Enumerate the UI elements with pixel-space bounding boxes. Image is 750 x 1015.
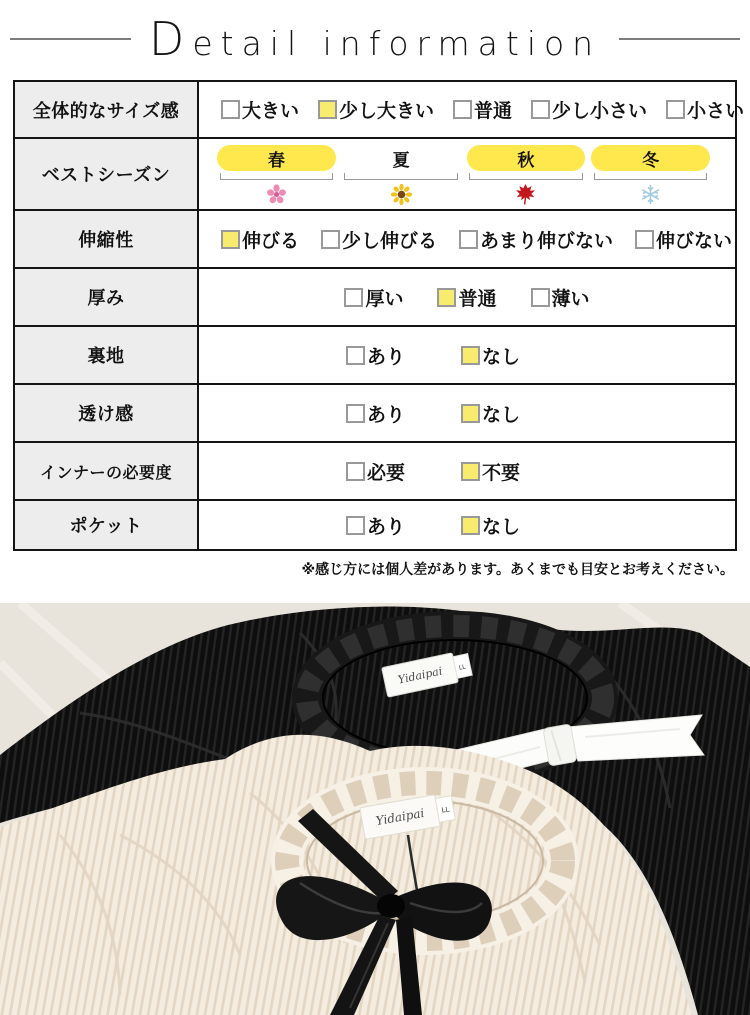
option-label: あり	[366, 516, 405, 538]
season-underline	[469, 173, 583, 180]
checkbox-option	[321, 226, 437, 253]
season-name: 夏	[392, 150, 410, 170]
season-pill	[217, 145, 336, 171]
option-label: 必要	[366, 462, 405, 484]
row-label: 厚み	[14, 268, 198, 326]
snowflake-icon	[640, 184, 661, 205]
checkbox	[344, 288, 363, 307]
table-row	[14, 268, 736, 326]
season-summer	[342, 145, 461, 205]
season-name: 冬	[642, 150, 660, 170]
page-title: Detail information	[148, 12, 602, 66]
checkbox	[221, 230, 240, 249]
checkbox-option	[461, 512, 520, 539]
season-name: 春	[267, 150, 285, 170]
table-row	[14, 326, 736, 384]
row-label: 伸縮性	[14, 210, 198, 268]
option-label: 普通	[458, 288, 497, 310]
table-row	[14, 442, 736, 500]
brand-label-text: Yidaipai	[374, 805, 426, 829]
brand-label-text: Yidaipai	[396, 664, 444, 687]
row-label: 全体的なサイズ感	[14, 81, 198, 138]
row-label: 透け感	[14, 384, 198, 442]
checkbox	[346, 346, 365, 365]
size-tab-text: LL	[440, 805, 451, 815]
option-label: なし	[482, 516, 521, 538]
table-row	[14, 81, 736, 138]
row-label: ポケット	[14, 500, 198, 550]
option-label: 少し伸びる	[342, 230, 438, 252]
option-label: なし	[482, 346, 521, 368]
season-autumn	[467, 145, 586, 205]
checkbox-option	[453, 96, 512, 123]
checkbox	[461, 346, 480, 365]
checkbox-option	[346, 512, 405, 539]
season-pill	[591, 145, 710, 171]
option-label: なし	[482, 404, 521, 426]
season-underline	[594, 173, 708, 180]
checkbox-option	[666, 96, 744, 123]
checkbox-option	[346, 342, 405, 369]
checkbox	[461, 462, 480, 481]
table-row	[14, 384, 736, 442]
checkbox-option	[344, 284, 403, 311]
checkbox	[461, 516, 480, 535]
checkbox-option	[635, 226, 732, 253]
table-row	[14, 138, 736, 210]
option-label: 小さい	[687, 101, 745, 122]
option-label: 薄い	[551, 288, 590, 310]
title-bar	[0, 0, 750, 78]
checkbox-option	[221, 226, 299, 253]
checkbox	[321, 230, 340, 249]
checkbox-option	[318, 96, 434, 123]
checkbox-option	[346, 400, 405, 427]
option-label: 伸びない	[656, 230, 733, 252]
checkbox-option	[531, 96, 647, 123]
table-row	[14, 500, 736, 550]
checkbox	[221, 100, 240, 119]
season-underline	[220, 173, 334, 180]
cherry-blossom-icon	[266, 184, 287, 205]
checkbox	[346, 516, 365, 535]
option-label: 厚い	[365, 288, 404, 310]
season-underline	[344, 173, 458, 180]
table-row	[14, 210, 736, 268]
season-pill	[342, 145, 461, 171]
row-label: 裏地	[14, 326, 198, 384]
checkbox	[666, 100, 685, 119]
checkbox-option	[461, 458, 520, 485]
disclaimer-note: ※感じ方には個人差があります。あくまでも目安とお考えください。	[301, 561, 734, 577]
option-label: あり	[366, 404, 405, 426]
checkbox-option	[437, 284, 496, 311]
option-label: あり	[366, 346, 405, 368]
option-label: 伸びる	[242, 230, 300, 252]
checkbox	[531, 288, 550, 307]
option-label: 普通	[474, 101, 513, 122]
detail-spec-table	[13, 80, 745, 551]
checkbox	[437, 288, 456, 307]
title-left-rule	[10, 38, 131, 40]
checkbox-option	[461, 342, 520, 369]
season-winter	[591, 145, 710, 205]
season-name: 秋	[517, 150, 535, 170]
row-label: ベストシーズン	[14, 138, 198, 210]
season-pill	[467, 145, 586, 171]
sunflower-icon	[391, 184, 412, 205]
checkbox	[461, 404, 480, 423]
checkbox-option	[221, 96, 299, 123]
checkbox	[453, 100, 472, 119]
option-label: 少し大きい	[339, 101, 435, 122]
season-spring	[217, 145, 336, 205]
option-label: 大きい	[242, 101, 300, 122]
option-label: あまり伸びない	[480, 230, 614, 252]
title-right-rule	[619, 38, 740, 40]
checkbox	[531, 100, 550, 119]
size-tab-text: LL	[458, 663, 467, 672]
checkbox	[635, 230, 654, 249]
option-label: 少し小さい	[552, 101, 648, 122]
checkbox	[346, 462, 365, 481]
checkbox	[346, 404, 365, 423]
checkbox-option	[459, 226, 613, 253]
checkbox-option	[346, 458, 405, 485]
option-label: 不要	[482, 462, 521, 484]
checkbox-option	[531, 284, 590, 311]
checkbox	[318, 100, 337, 119]
product-photo	[0, 603, 750, 1015]
checkbox	[459, 230, 478, 249]
checkbox-option	[461, 400, 520, 427]
maple-leaf-icon	[515, 184, 536, 205]
row-label: インナーの必要度	[14, 442, 198, 500]
